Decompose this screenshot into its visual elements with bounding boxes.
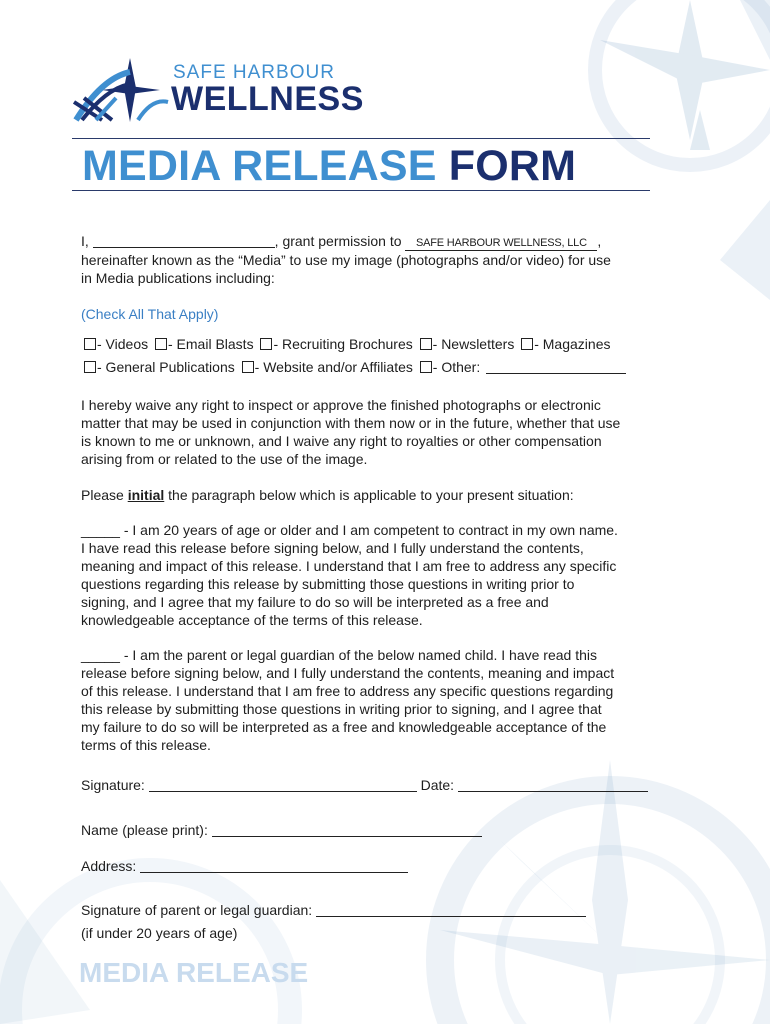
- waiver-line: arising from or related to the use of the image.: [81, 451, 368, 467]
- option-label: - General Publications: [97, 359, 235, 375]
- date-label: Date:: [420, 777, 455, 793]
- option-newsletters[interactable]: [420, 336, 515, 352]
- address-label: Address:: [81, 858, 137, 874]
- title-part-1: MEDIA RELEASE: [82, 142, 437, 190]
- adult-paragraph-line: _____ - I am 20 years of age or older and I am competent to contract in my own name.: [81, 522, 618, 538]
- option-magazines[interactable]: [521, 336, 610, 352]
- option-recruiting-brochures[interactable]: [260, 336, 412, 352]
- option-label: - Videos: [97, 336, 149, 352]
- checkbox[interactable]: [420, 361, 432, 373]
- guardian-paragraph-line: _____ - I am the parent or legal guardian of the below named child. I have read this: [81, 647, 597, 663]
- option-email-blasts[interactable]: [155, 336, 254, 352]
- option-label: - Recruiting Brochures: [273, 336, 413, 352]
- intro-line-2: hereinafter known as the “Media” to use my image (photographs and/or video) for use: [81, 252, 611, 268]
- title-top-rule: [72, 138, 650, 139]
- date-field[interactable]: [458, 778, 648, 792]
- company-name-field[interactable]: SAFE HARBOUR WELLNESS, LLC: [405, 237, 597, 251]
- intro-i-prefix: I,: [81, 233, 89, 249]
- address-row: [81, 857, 681, 875]
- intro-line-1: [81, 232, 681, 251]
- adult-paragraph-line: I have read this release before signing below, and I fully understand the contents,: [81, 540, 584, 556]
- option-label: - Newsletters: [432, 336, 515, 352]
- option-label: - Other:: [432, 359, 481, 375]
- title-part-2: FORM: [448, 142, 577, 190]
- adult-paragraph-line: signing, and I agree that my failure to do so will be interpreted as a free and: [81, 594, 549, 610]
- guardian-paragraph-line: release before signing below, and I fully understand the contents, meaning and impact: [81, 665, 615, 681]
- guardian-paragraph-line: this release by submitting those questions in writing prior to signing, and I agree that: [81, 701, 602, 717]
- adult-paragraph-line: meaning and impact of this release. I understand that I am free to address any specific: [81, 558, 617, 574]
- waiver-line: I hereby waive any right to inspect or approve the finished photographs or electronic: [81, 397, 601, 413]
- adult-paragraph-line: questions regarding this release by submitting those questions in writing prior to: [81, 576, 575, 592]
- guardian-signature-field[interactable]: [316, 903, 586, 917]
- option-label: - Website and/or Affiliates: [254, 359, 413, 375]
- guardian-paragraph-line: of this release. I understand that I am free to address any specific questions regarding: [81, 683, 614, 699]
- option-general-publications[interactable]: [84, 359, 235, 375]
- waiver-line: is known to me or unknown, and I waive any right to royalties or other compensation: [81, 433, 602, 449]
- name-row: [81, 821, 681, 839]
- intro-grant-text: , grant permission to: [274, 233, 402, 249]
- instruction-initial: initial: [127, 487, 165, 503]
- footer-watermark-title: MEDIA RELEASE: [79, 957, 309, 988]
- instruction-after: the paragraph below which is applicable to your present situation:: [164, 487, 574, 503]
- name-label: Name (please print):: [81, 822, 208, 838]
- initial-instruction: [81, 486, 681, 504]
- page-title: [82, 142, 576, 191]
- option-label: - Email Blasts: [168, 336, 254, 352]
- signature-field[interactable]: [149, 778, 417, 792]
- option-label: - Magazines: [534, 336, 611, 352]
- waiver-line: matter that may be used in conjunction with them now or in the future, whether that use: [81, 415, 621, 431]
- checkbox[interactable]: [84, 361, 96, 373]
- other-field[interactable]: [486, 360, 626, 374]
- guardian-note: (if under 20 years of age): [81, 925, 238, 941]
- brand-name-top: SAFE HARBOUR: [173, 62, 335, 83]
- brand-name-bottom: WELLNESS: [171, 80, 364, 118]
- intro-line-3: in Media publications including:: [81, 270, 275, 286]
- checkbox[interactable]: [84, 338, 96, 350]
- signature-label: Signature:: [81, 777, 145, 793]
- guardian-signature-label: Signature of parent or legal guardian:: [81, 902, 313, 918]
- intro-comma: ,: [597, 233, 602, 249]
- compass-star-logo-icon: [72, 58, 172, 124]
- option-website-affiliates[interactable]: [242, 359, 413, 375]
- address-field[interactable]: [140, 859, 408, 873]
- guardian-paragraph-line: terms of this release.: [81, 737, 211, 753]
- grantor-name-field[interactable]: [93, 234, 275, 248]
- safe-harbour-wellness-logo: [72, 58, 364, 124]
- option-other[interactable]: [420, 359, 480, 375]
- name-field[interactable]: [212, 823, 482, 837]
- title-bottom-rule: [72, 190, 650, 191]
- checkbox[interactable]: [420, 338, 432, 350]
- options-row-2: [84, 358, 684, 376]
- check-all-instruction: (Check All That Apply): [81, 306, 219, 322]
- instruction-before: Please: [81, 487, 128, 503]
- guardian-signature-row: [81, 901, 681, 919]
- checkbox[interactable]: [242, 361, 254, 373]
- checkbox[interactable]: [260, 338, 272, 350]
- checkbox[interactable]: [521, 338, 533, 350]
- option-videos[interactable]: [84, 336, 148, 352]
- adult-paragraph-line: knowledgeable acceptance of the terms of this release.: [81, 612, 423, 628]
- guardian-paragraph-line: my failure to do so will be interpreted as a free and knowledgeable acceptance of the: [81, 719, 607, 735]
- checkbox[interactable]: [155, 338, 167, 350]
- options-row-1: [84, 335, 684, 353]
- signature-row: [81, 776, 681, 794]
